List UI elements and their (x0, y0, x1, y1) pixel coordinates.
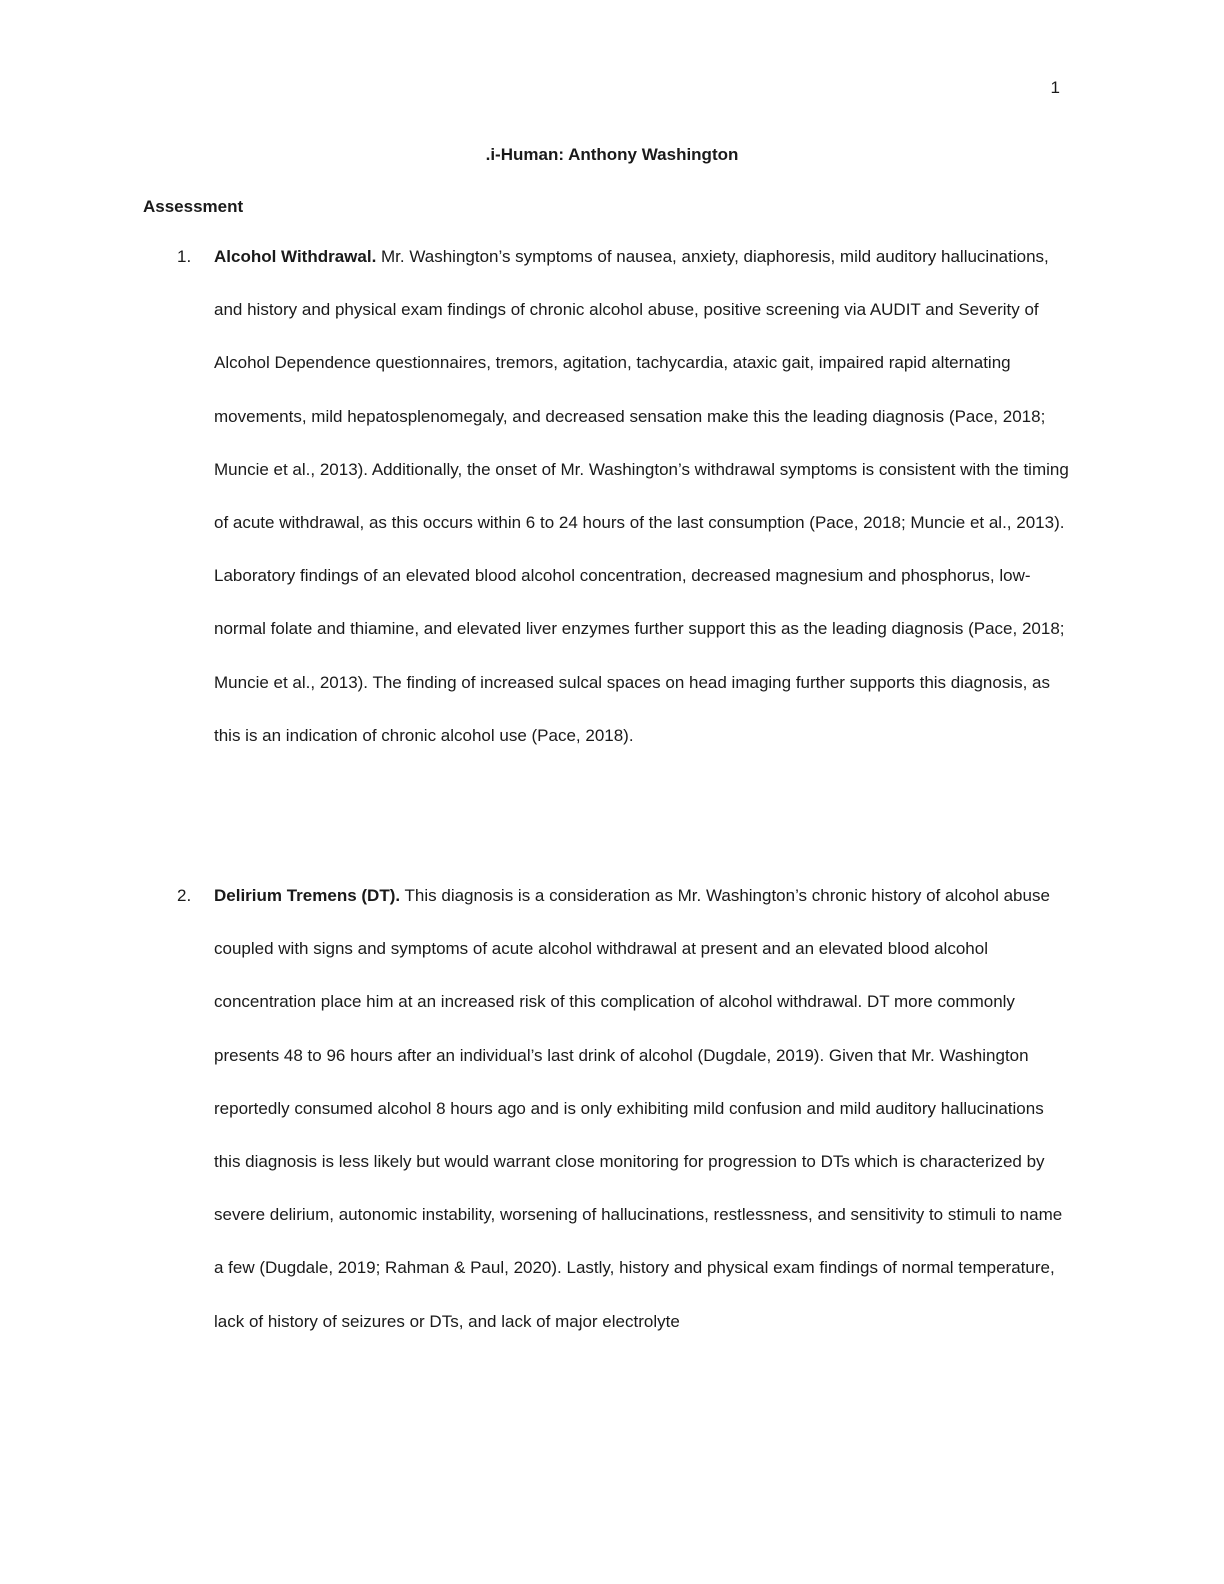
list-item-number: 2. (177, 886, 192, 905)
list-item-body (214, 869, 1074, 1348)
document-title: .i-Human: Anthony Washington (485, 145, 739, 164)
list-item-text: This diagnosis is a consideration as Mr. Washington’s chronic history of alcohol abuse coupled with signs and symptoms of acute alcohol withdrawal at present and an elevated blood alcohol concentration place him at an increased risk of this complication of alcohol withdrawal. DT more commonly presents 48 to 96 hours after an individual’s last drink of alcohol (Dugdale, 2019). Given that Mr. Washington reportedly consumed alcohol 8 hours ago and is only exhibiting mild confusion and mild auditory hallucinations this diagnosis is less likely but would warrant close monitoring for progression to DTs which is characterized by severe delirium, autonomic instability, worsening of hallucinations, restlessness, and sensitivity to stimuli to name a few (Dugdale, 2019; Rahman & Paul, 2020). Lastly, history and physical exam findings of normal temperature, lack of history of seizures or DTs, and lack of major electrolyte (214, 886, 1063, 1331)
list-item-number: 1. (177, 247, 192, 266)
page-number: 1 (1050, 78, 1060, 97)
list-item-lead: Alcohol Withdrawal. (214, 247, 377, 266)
section-heading-assessment: Assessment (143, 197, 244, 216)
list-item-body (214, 230, 1074, 762)
list-item-lead: Delirium Tremens (DT). (214, 886, 401, 905)
list-item-text: Mr. Washington’s symptoms of nausea, anxiety, diaphoresis, mild auditory hallucinations, and history and physical exam findings of chronic alcohol abuse, positive screening via AUDIT and Severity of Alcohol Dependence questionnaires, tremors, agitation, tachycardia, ataxic gait, impaired rapid alternating movements, mild hepatosplenomegaly, and decreased sensation make this the leading diagnosis (Pace, 2018; Muncie et al., 2013). Additionally, the onset of Mr. Washington’s withdrawal symptoms is consistent with the timing of acute withdrawal, as this occurs within 6 to 24 hours of the last consumption (Pace, 2018; Muncie et al., 2013). Laboratory findings of an elevated blood alcohol concentration, decreased magnesium and phosphorus, low-normal folate and thiamine, and elevated liver enzymes further support this as the leading diagnosis (Pace, 2018; Muncie et al., 2013). The finding of increased sulcal spaces on head imaging further supports this diagnosis, as this is an indication of chronic alcohol use (Pace, 2018). (214, 247, 1069, 745)
